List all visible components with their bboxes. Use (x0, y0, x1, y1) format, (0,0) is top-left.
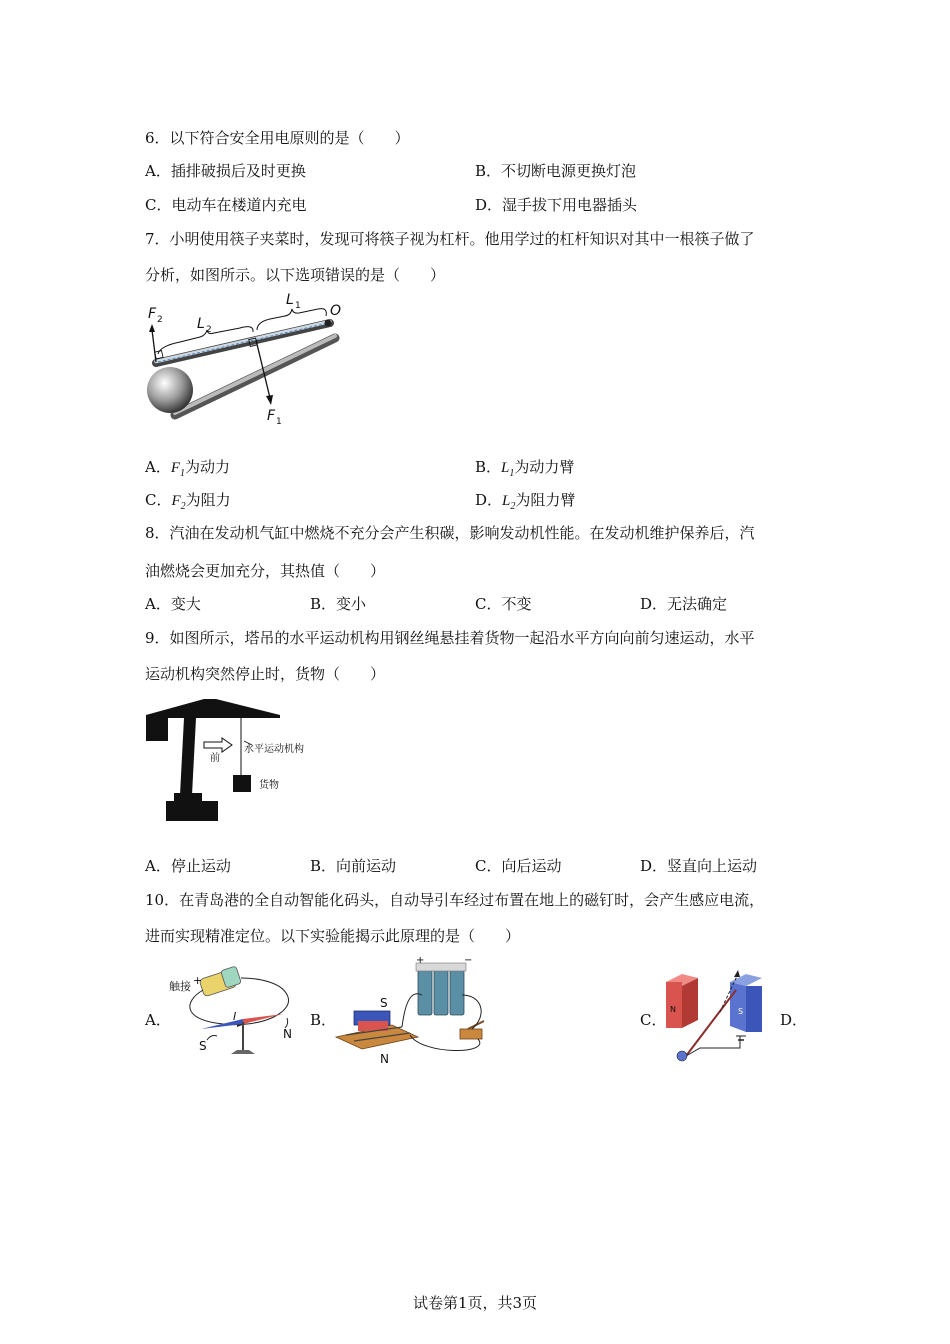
q10-option-d[interactable]: D． (780, 1011, 808, 1029)
oersted-experiment-figure (163, 962, 303, 1062)
svg-text:+: + (193, 974, 203, 987)
svg-text:前: 前 (210, 753, 220, 764)
q10-stem-line2: 进而实现精准定位。以下实验能揭示此原理的是（ ） (145, 927, 521, 945)
q10-stem-line1: 10．在青岛港的全自动智能化码头，自动导引车经过布置在地上的磁钉时，会产生感应电流， (145, 891, 765, 909)
q8-option-c[interactable]: C．不变 (475, 595, 532, 613)
q6-option-b[interactable]: B．不切断电源更换灯泡 (475, 162, 637, 180)
q9-stem-line1: 9．如图所示，塔吊的水平运动机构用钢丝绳悬挂着货物一起沿水平方向向前匀速运动，水平 (145, 629, 755, 647)
svg-text:1: 1 (276, 417, 282, 427)
svg-text:1: 1 (295, 301, 301, 311)
svg-text:N: N (670, 1005, 676, 1014)
q10-option-c[interactable]: C． (640, 1011, 667, 1029)
svg-text:水平运动机构: 水平运动机构 (244, 744, 304, 755)
q9-option-b[interactable]: B．向前运动 (310, 857, 397, 875)
q9-option-d[interactable]: D．竖直向上运动 (640, 857, 758, 875)
svg-text:触接: 触接 (169, 980, 191, 993)
q6-option-c[interactable]: C．电动车在楼道内充电 (145, 196, 307, 214)
q6-option-d[interactable]: D．湿手拔下用电器插头 (475, 196, 638, 214)
q8-stem-line1: 8．汽油在发动机气缸中燃烧不充分会产生积碳，影响发动机性能。在发动机维护保养后，汽 (145, 524, 755, 542)
svg-text:F: F (267, 408, 276, 424)
q6-stem: 6．以下符合安全用电原则的是（ ） (145, 129, 410, 147)
q9-stem-line2: 运动机构突然停止时，货物（ ） (145, 665, 386, 683)
q7-stem-line2: 分析，如图所示。以下选项错误的是（ ） (145, 266, 446, 284)
q7-option-c[interactable]: C．$F_2$为阻力 (145, 491, 231, 512)
q9-option-c[interactable]: C．向后运动 (475, 857, 562, 875)
svg-text:+: + (416, 955, 425, 966)
q8-option-d[interactable]: D．无法确定 (640, 595, 728, 613)
svg-text:货物: 货物 (259, 780, 279, 791)
q8-option-b[interactable]: B．变小 (310, 595, 367, 613)
chopsticks-lever-figure (140, 290, 360, 430)
q6-option-a[interactable]: A．插排破损后及时更换 (145, 162, 306, 180)
svg-text:N: N (283, 1027, 292, 1041)
electromagnetic-induction-figure (660, 968, 775, 1068)
svg-text:F: F (148, 306, 157, 322)
svg-text:I: I (233, 1010, 237, 1023)
tower-crane-figure (144, 695, 329, 825)
svg-text:S: S (738, 1007, 744, 1016)
svg-text:S: S (199, 1039, 207, 1053)
svg-text:2: 2 (157, 315, 163, 325)
page-footer: 试卷第1页，共3页 (412, 1294, 538, 1312)
q7-option-d[interactable]: D．$L_2$为阻力臂 (475, 491, 576, 512)
q7-option-a[interactable]: A．$F_1$为动力 (145, 458, 231, 479)
cargo-box (233, 775, 251, 792)
svg-text:L: L (286, 292, 294, 308)
motor-principle-figure (332, 955, 522, 1065)
svg-text:N: N (380, 1052, 389, 1065)
food-ball (147, 367, 193, 413)
svg-text:2: 2 (206, 325, 212, 335)
svg-text:L: L (197, 316, 205, 332)
q9-option-a[interactable]: A．停止运动 (145, 857, 231, 875)
svg-text:S: S (380, 996, 388, 1010)
q10-option-b[interactable]: B． (310, 1011, 337, 1029)
q8-option-a[interactable]: A．变大 (145, 595, 201, 613)
svg-text:O: O (330, 303, 342, 319)
q7-stem-line1: 7．小明使用筷子夹菜时，发现可将筷子视为杠杆。他用学过的杠杆知识对其中一根筷子做了 (145, 230, 755, 248)
q10-option-a[interactable]: A． (145, 1011, 171, 1029)
q8-stem-line2: 油燃烧会更加充分，其热值（ ） (145, 562, 386, 580)
q7-option-b[interactable]: B．$L_1$为动力臂 (475, 458, 575, 479)
svg-text:−: − (464, 955, 473, 966)
